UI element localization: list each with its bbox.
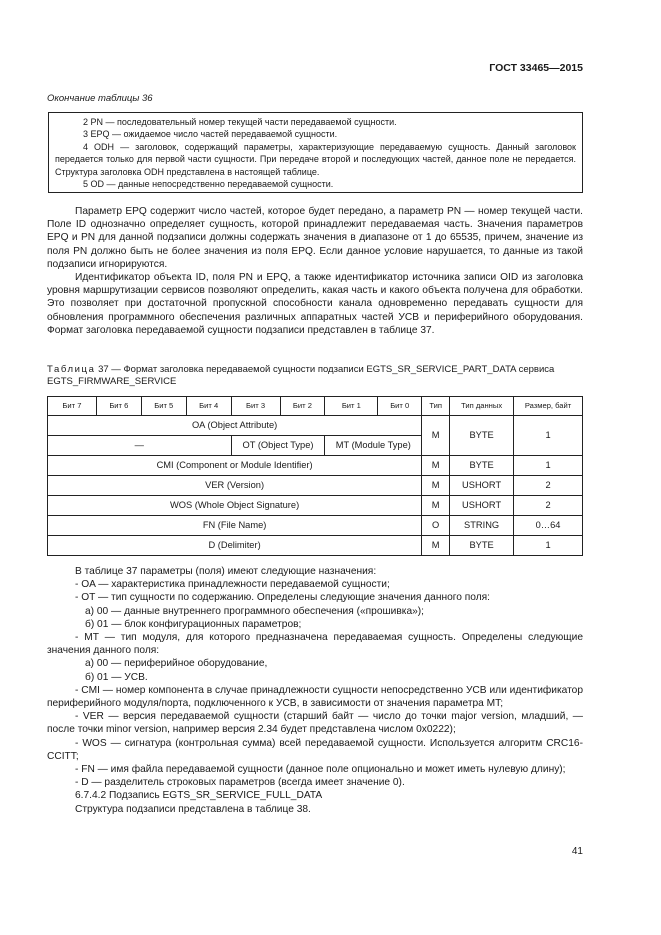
header-cell: Бит 1 <box>325 397 378 416</box>
text-line: Структура подзаписи представлена в таблице 38. <box>75 803 311 815</box>
paragraph: Идентификатор объекта ID, поля PN и EPQ, а также идентификатор источника записи OID из заголовка уровня маршрутизации сервисов позволяют определить, какая часть и какого объекта получена для обработки. Это позволяет при достаточной пропускной способности канала одновременно передавать сущности для обновления программного обеспечения различных аппаратных частей УСВ и периферийного оборудования. Формат заголовка передаваемой сущности подзаписи представлен в таблице 37. <box>47 272 583 336</box>
mt-field: MT (Module Type) <box>325 436 422 456</box>
header-cell: Бит 2 <box>280 397 325 416</box>
header-cell: Бит 7 <box>48 397 97 416</box>
table-label: Таблица <box>47 364 96 375</box>
header-cell: Бит 3 <box>231 397 280 416</box>
table-row <box>48 476 583 496</box>
reserved-field: — <box>48 436 232 456</box>
size-cell: 2 <box>514 496 583 516</box>
header-cell: Размер, байт <box>514 397 583 416</box>
table-caption-text: 37 — Формат заголовка передаваемой сущности подзаписи EGTS_SR_SERVICE_PART_DATA сервиса EGTS_FIRMWARE_SERVICE <box>47 364 555 388</box>
header-cell: Бит 5 <box>141 397 186 416</box>
table-continuation-caption: Окончание таблицы 36 <box>47 93 153 104</box>
paragraph: Параметр EPQ содержит число частей, которое будет передано, а параметр PN — номер текущей части. Поле ID однозначно определяет сущность, которой принадлежит передаваемая часть. Значения параметров EPQ и PN для данной подзаписи должны содержать значения в диапазоне от 1 до 65535, причем, значение из поля PN должно быть не более значения из поля EPQ. Если данное условие нарушается, то данные из такой подзаписи игнорируются. <box>47 206 583 270</box>
note-line: 4 ODH — заголовок, содержащий параметры, характеризующие передаваемую сущность. Данный заголовок передается только для первой части сущности. При передаче второй и последующих частей, данное поле не передается. Структура заголовка ODH представлена в настоящей таблице. <box>55 141 576 177</box>
header-cell: Бит 4 <box>186 397 231 416</box>
text-line: В таблице 37 параметры (поля) имеют следующие назначения: <box>75 566 377 577</box>
table-header-row <box>48 397 583 416</box>
body-text-1 <box>47 205 583 337</box>
text-line: а) 00 — данные внутреннего программного обеспечения («прошивка»); <box>85 605 425 617</box>
text-line: - VER — версия передаваемой сущности (старший байт — число до точки major version, младший, — после точки minor version, например версия 2.34 будет представлена числом 0x0222); <box>47 711 583 736</box>
header-cell: Бит 6 <box>96 397 141 416</box>
text-line: - MT — тип модуля, для которого предназначена передаваемая сущность. Определены следующие значения данного поля: <box>47 632 583 657</box>
size-cell: 1 <box>514 536 583 556</box>
datatype-cell: USHORT <box>450 476 514 496</box>
text-line: - FN — имя файла передаваемой сущности (данное поле опционально и может иметь нулевую длину); <box>75 764 566 776</box>
note-line: 5 OD — данные непосредственно передаваемой сущности. <box>83 179 334 190</box>
header-cell: Тип данных <box>450 397 514 416</box>
datatype-cell: BYTE <box>450 536 514 556</box>
datatype-cell: BYTE <box>450 416 514 456</box>
type-cell: O <box>422 516 450 536</box>
table-37-caption <box>47 364 583 389</box>
text-line: - CMI — номер компонента в случае принадлежности сущности непосредственно УСВ или идентификатор периферийного модуля/порта, подключенного к УСВ, в зависимости от значения параметра MT; <box>47 684 583 710</box>
type-cell: M <box>422 476 450 496</box>
note-line: 2 PN — последовательный номер текущей части передаваемой сущности. <box>83 117 397 127</box>
datatype-cell: USHORT <box>450 496 514 516</box>
text-line: а) 00 — периферийное оборудование, <box>85 658 268 670</box>
table-row <box>48 416 583 436</box>
document-id: ГОСТ 33465—2015 <box>489 62 583 74</box>
note-line: 3 EPQ — ожидаемое число частей передаваемой сущности. <box>83 129 338 140</box>
field-name: WOS (Whole Object Signature) <box>48 496 422 516</box>
field-name: VER (Version) <box>48 476 422 496</box>
table-37 <box>47 396 583 556</box>
header-cell: Бит 0 <box>378 397 422 416</box>
table-row <box>48 516 583 536</box>
field-name: D (Delimiter) <box>48 536 422 556</box>
text-line: б) 01 — блок конфигурационных параметров; <box>85 618 302 630</box>
section-heading: 6.7.4.2 Подзапись EGTS_SR_SERVICE_FULL_DATA <box>75 790 323 802</box>
field-name: FN (File Name) <box>48 516 422 536</box>
text-line: - WOS — сигнатура (контрольная сумма) всей передаваемой сущности. Используется алгоритм CRC16-CCITT; <box>47 737 583 762</box>
table-row <box>48 496 583 516</box>
type-cell: M <box>422 456 450 476</box>
size-cell: 1 <box>514 456 583 476</box>
table-row <box>48 536 583 556</box>
text-line: - D — разделитель строковых параметров (всегда имеет значение 0). <box>75 777 405 789</box>
field-name: CMI (Component or Module Identifier) <box>48 456 422 476</box>
page-number: 41 <box>571 846 583 857</box>
ot-field: OT (Object Type) <box>231 436 325 456</box>
datatype-cell: STRING <box>450 516 514 536</box>
size-cell: 1 <box>514 416 583 456</box>
text-line: б) 01 — УСВ. <box>85 671 148 683</box>
type-cell: M <box>422 416 450 456</box>
header-cell: Тип <box>422 397 450 416</box>
table-row <box>48 456 583 476</box>
size-cell: 0…64 <box>514 516 583 536</box>
text-line: - OA — характеристика принадлежности передаваемой сущности; <box>75 579 390 591</box>
datatype-cell: BYTE <box>450 456 514 476</box>
text-line: - OT — тип сущности по содержанию. Определены следующие значения данного поля: <box>75 592 490 604</box>
body-text-2 <box>47 565 583 816</box>
type-cell: M <box>422 496 450 516</box>
table-36-notes <box>48 112 583 193</box>
type-cell: M <box>422 536 450 556</box>
oa-field: OA (Object Attribute) <box>48 416 422 436</box>
size-cell: 2 <box>514 476 583 496</box>
